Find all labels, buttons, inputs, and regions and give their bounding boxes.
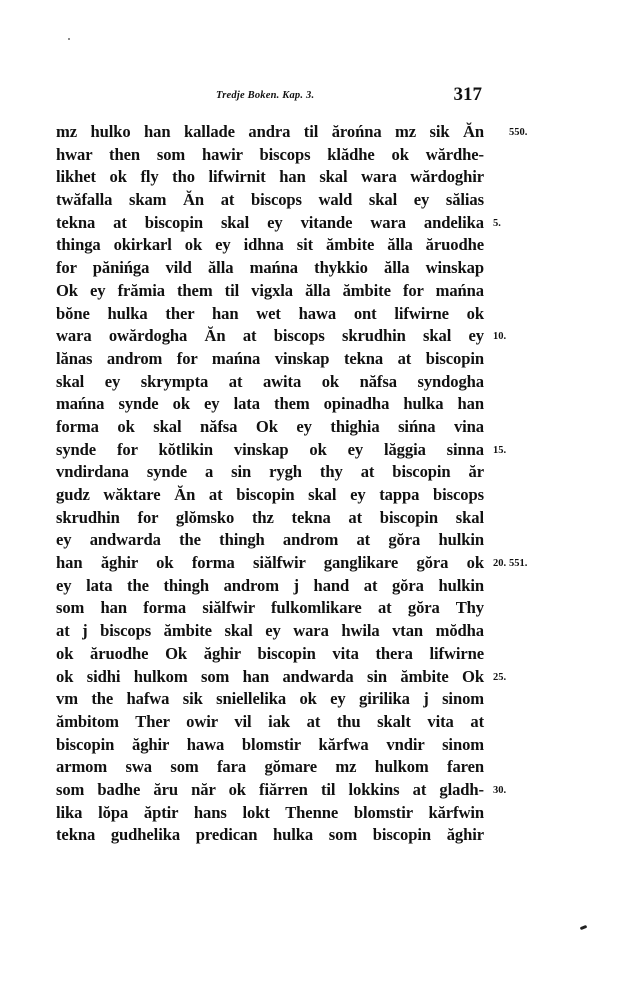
line-number: 5.: [493, 217, 501, 229]
text-line: [56, 348, 540, 371]
line-text: tekna gudhelika predican hulka som biscopin ăghir: [56, 825, 484, 845]
text-line: [56, 280, 540, 303]
line-text: twăfalla skam Ăn at biscops wald skal ey sălias: [56, 190, 484, 210]
text-line: [56, 734, 540, 757]
running-head: Tredje Boken. Kap. 3.: [216, 90, 315, 101]
line-text: vndirdana synde a sin rygh thy at biscopin ăr: [56, 462, 484, 482]
margin-reference: 550.: [509, 127, 528, 138]
text-line: [56, 643, 540, 666]
text-line: [56, 393, 540, 416]
text-line: [56, 144, 540, 167]
line-text: gudz wăktare Ăn at biscopin skal ey tappa biscops: [56, 485, 484, 504]
text-line: [56, 439, 540, 462]
text-line: [56, 325, 540, 348]
page-number: 317: [453, 84, 482, 105]
line-text: lika lŏpa ăptir hans lokt Thenne blomstir kărfwin: [56, 802, 484, 822]
line-text: Ok ey frămia them til vigxla ălla ămbite for mańna: [56, 280, 484, 300]
line-text: likhet ok fly tho lifwirnit han skal wara wărdoghir: [56, 167, 484, 187]
text-line: [56, 756, 540, 779]
line-text: armom swa som fara gŏmare mz hulkom faren: [56, 757, 484, 777]
text-line: [56, 166, 540, 189]
text-line: [56, 507, 540, 530]
line-text: ămbitom Ther owir vil iak at thu skalt vita at: [56, 711, 484, 731]
line-text: hwar then som hawir biscops klădhe ok wărdhe-: [56, 144, 484, 164]
text-line: [56, 257, 540, 280]
page-header: [56, 84, 484, 110]
line-text: ok sidhi hulkom som han andwarda sin ămbite Ok: [56, 666, 484, 686]
line-text: lănas androm for mańna vinskap tekna at biscopin: [56, 348, 484, 368]
line-text: at j biscops ămbite skal ey wara hwila vtan mŏdha: [56, 621, 484, 641]
text-line: [56, 620, 540, 643]
line-text: vm the hafwa sik sniellelika ok ey girilika j sinom: [56, 689, 484, 709]
line-number: 30.: [493, 784, 507, 796]
text-line: [56, 484, 540, 507]
speck-mark: [68, 38, 70, 40]
text-line: [56, 212, 540, 235]
text-line: [56, 121, 540, 144]
line-text: thinga okirkarl ok ey idhna sit ămbite ălla ăruodhe: [56, 235, 484, 255]
text-line: [56, 597, 540, 620]
line-text: skal ey skrympta at awita ok năfsa syndogha: [56, 371, 484, 391]
text-line: [56, 802, 540, 825]
text-line: [56, 189, 540, 212]
text-line: [56, 552, 540, 575]
line-text: ey lata the thingh androm j hand at gŏra hulkin: [56, 575, 484, 595]
text-line: [56, 416, 540, 439]
line-text: for pănińga vild ălla mańna thykkio ălla winskap: [56, 258, 484, 278]
line-number: 25.: [493, 671, 507, 683]
line-number: 20.: [493, 558, 507, 570]
body-text: [56, 121, 540, 847]
text-line: [56, 303, 540, 326]
line-text: synde for kŏtlikin vinskap ok ey lăggia sinna: [56, 439, 484, 459]
line-text: ey andwarda the thingh androm at gŏra hulkin: [56, 530, 484, 550]
ink-mark: [580, 925, 588, 930]
text-line: [56, 234, 540, 257]
line-text: bŏne hulka ther han wet hawa ont lifwirne ok: [56, 303, 484, 323]
line-text: ok ăruodhe Ok ăghir biscopin vita thera lifwirne: [56, 643, 484, 663]
text-line: [56, 461, 540, 484]
line-text: som han forma siălfwir fulkomlikare at gŏra Thy: [56, 598, 484, 618]
text-line: [56, 529, 540, 552]
text-line: [56, 779, 540, 802]
text-line: [56, 666, 540, 689]
line-text: han ăghir ok forma siălfwir ganglikare gŏra ok: [56, 553, 484, 573]
line-text: biscopin ăghir hawa blomstir kărfwa vndir sinom: [56, 734, 484, 754]
line-text: tekna at biscopin skal ey vitande wara andelika: [56, 212, 484, 232]
line-text: mz hulko han kallade andra til ărońna mz sik Ăn: [56, 122, 484, 141]
line-number: 10.: [493, 331, 507, 343]
margin-reference: 551.: [509, 558, 528, 570]
text-line: [56, 371, 540, 394]
line-number: 15.: [493, 444, 507, 456]
text-line: [56, 575, 540, 598]
line-text: mańna synde ok ey lata them opinadha hulka han: [56, 394, 484, 414]
text-line: [56, 824, 540, 847]
text-line: [56, 711, 540, 734]
line-text: forma ok skal năfsa Ok ey thighia sińna vina: [56, 416, 484, 436]
text-line: [56, 688, 540, 711]
line-text: som badhe ăru năr ok fiărren til lokkins at gladh-: [56, 779, 484, 799]
line-text: skrudhin for glŏmsko thz tekna at biscopin skal: [56, 507, 484, 527]
line-text: wara owărdogha Ăn at biscops skrudhin skal ey: [56, 326, 484, 346]
